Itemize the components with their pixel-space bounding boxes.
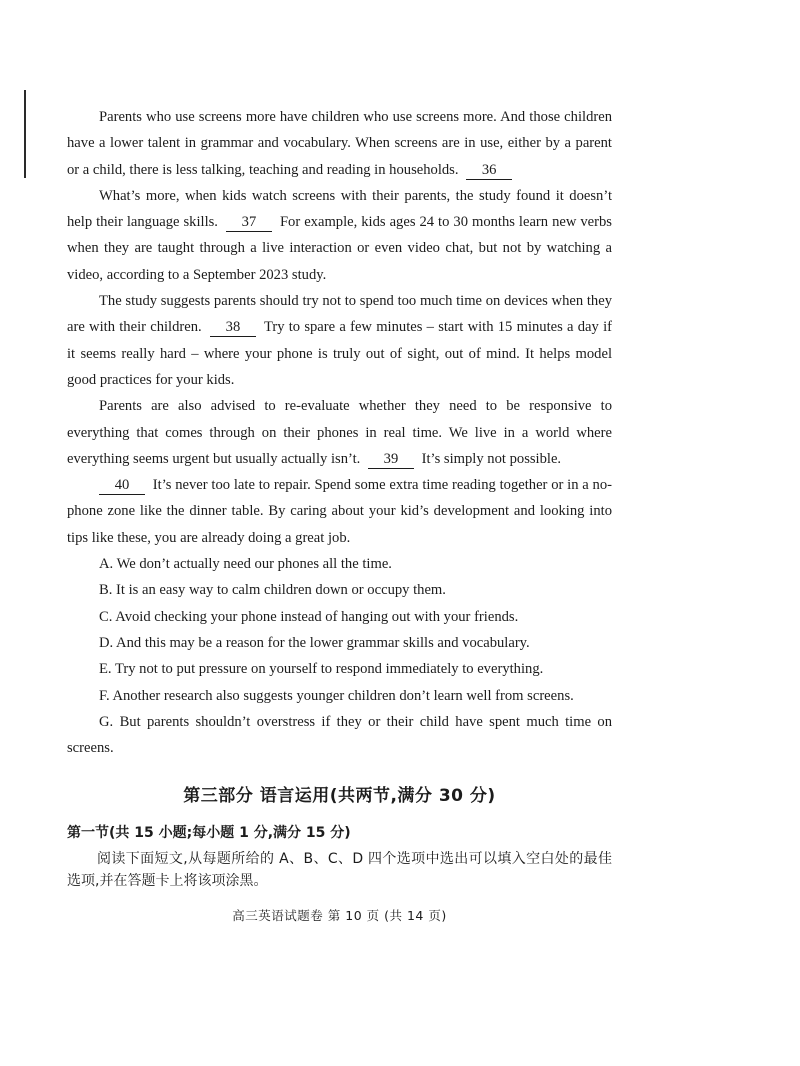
blank-40: 40	[99, 476, 145, 495]
margin-rule	[24, 90, 26, 178]
blank-37: 37	[226, 213, 272, 232]
blank-38: 38	[210, 318, 256, 337]
option-e: E. Try not to put pressure on yourself to respond immediately to everything.	[99, 661, 544, 678]
option-b: B. It is an easy way to calm children down or occupy them.	[99, 582, 446, 599]
option-f: F. Another research also suggests younger children don’t learn well from screens.	[99, 687, 574, 704]
section-title: 第三部分 语言运用(共两节,满分 30 分)	[183, 786, 496, 807]
option-d: D. And this may be a reason for the lower grammar skills and vocabulary.	[99, 634, 530, 651]
option-list	[67, 551, 612, 761]
blank-36: 36	[466, 161, 512, 180]
option-c: C. Avoid checking your phone instead of hanging out with your friends.	[99, 608, 519, 625]
section-instruction: 阅读下面短文,从每题所给的 A、B、C、D 四个选项中选出可以填入空白处的最佳选项,并在答题卡上将该项涂黑。	[67, 851, 612, 890]
paragraph-2: What’s more, when kids watch screens with their parents, the study found it doesn’t help their language skills. 37 For example, kids ages 24 to 30 months learn new verbs when they are taught through a live interaction or even video chat, but not by watching a video, according to a September 2023 study.	[67, 187, 612, 283]
exam-page	[67, 104, 612, 924]
paragraph-4: Parents are also advised to re-evaluate whether they need to be responsive to everything that comes through on their phones in real time. We live in a world where everything seems urgent but usually actually isn’t. 39 It’s simply not possible.	[67, 398, 612, 467]
paragraph-5: 40 It’s never too late to repair. Spend some extra time reading together or in a no-phone zone like the dinner table. By caring about your kid’s development and looking into tips like these, you are already doing a great job.	[67, 477, 612, 546]
blank-39: 39	[368, 450, 414, 469]
paragraph-3: The study suggests parents should try not to spend too much time on devices when they are with their children. 38 Try to spare a few minutes – start with 15 minutes a day if it seems really hard – where your phone is truly out of sight, out of mind. It helps model good practices for your kids.	[67, 293, 612, 388]
option-a: A. We don’t actually need our phones all the time.	[99, 556, 392, 573]
page-footer: 高三英语试题卷 第 10 页 (共 14 页)	[232, 908, 447, 924]
option-g: G. But parents shouldn’t overstress if they or their child have spent much time on screens.	[67, 713, 612, 757]
section-subtitle: 第一节(共 15 小题;每小题 1 分,满分 15 分)	[67, 825, 351, 842]
paragraph-1: Parents who use screens more have children who use screens more. And those children have a lower talent in grammar and vocabulary. When screens are in use, either by a parent or a child, there is less talking, teaching and reading in households. 36	[67, 109, 612, 178]
